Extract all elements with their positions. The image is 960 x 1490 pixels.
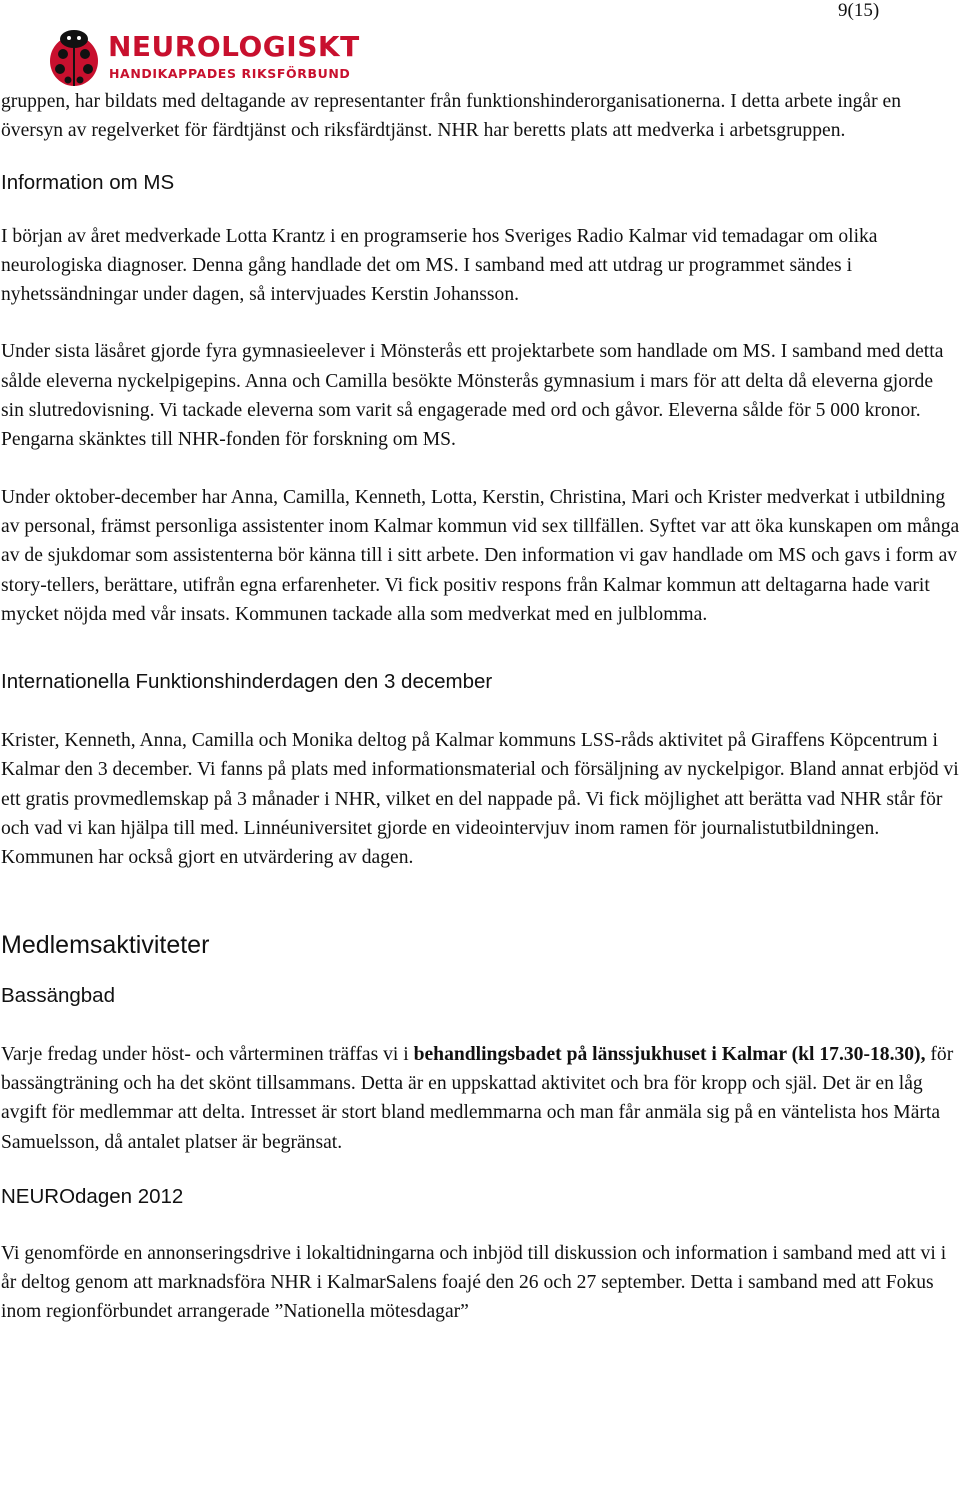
paragraph-international-day: Krister, Kenneth, Anna, Camilla och Monika deltog på Kalmar kommuns LSS-råds aktivitet på Giraffens Köpcentrum i Kalmar den 3 december. Vi fanns på plats med informationsmaterial och försäljning av nyckelpigor. Bland annat erbjöd vi ett gratis provmedlemskap på 3 månader i NHR, vilket en del nappade på. Vi fick möjlighet att berätta vad NHR står för och vad vi kan hjälpa till med. Linnéuniversitet gjorde en videointervjuv inom ramen för journalistutbildningen. Kommunen har också gjort en utvärdering av dagen. — [1, 730, 959, 869]
ladybug-icon — [46, 28, 102, 88]
paragraph-radio: I början av året medverkade Lotta Krantz i en programserie hos Sveriges Radio Kalmar vid temadagar om olika neurologiska diagnoser. Denna gång handlade det om MS. I samband med att utdrag ur programmet sändes i nyhetssändningar under dagen, så intervjuades Kerstin Johansson. — [1, 225, 878, 306]
paragraph-monsteras: Under sista läsåret gjorde fyra gymnasieelever i Mönsterås ett projektarbete som handlade om MS. I samband med detta sålde eleverna nyckelpigepins. Anna och Camilla besökte Mönsterås gymnasium i mars för att delta då eleverna gjorde sin slutredovisning. Vi tackade eleverna som varit så engagerade med ord och gåvor. Eleverna sålde för 5 000 kronor. Pengarna skänktes till NHR-fonden för forskning om MS. — [1, 341, 944, 451]
logo-subtitle: HANDIKAPPADES RIKSFÖRBUND — [109, 66, 351, 81]
bath-text-start: Varje fredag under höst- och vårterminen träffas vi i — [1, 1043, 414, 1065]
heading-member-activities: Medlemsaktiviteter — [1, 930, 210, 959]
heading-information-ms: Information om MS — [1, 170, 175, 194]
intro-paragraph: gruppen, har bildats med deltagande av representanter från funktionshinderorganisationerna. I detta arbete ingår en översyn av regelverket för färdtjänst och riksfärdtjänst. NHR har beretts plats att medverka i arbetsgruppen. — [1, 91, 902, 142]
paragraph-bassangbad — [0, 1040, 960, 1157]
paragraph-neurodagen: Vi genomförde en annonseringsdrive i lokaltidningarna och inbjöd till diskussion och information i samband med att vi i år deltog genom att marknadsföra NHR i KalmarSalens foajé den 26 och 27 september. Detta i samband med att Fokus inom regionförbundet arrangerade ”Nationella mötesdagar” — [1, 1242, 947, 1323]
organization-logo — [46, 28, 396, 88]
heading-neurodagen: NEUROdagen 2012 — [1, 1184, 184, 1208]
logo-name: NEUROLOGISKT — [108, 30, 360, 63]
page-number: 9(15) — [838, 0, 880, 21]
heading-international-day: Internationella Funktionshinderdagen den 3 december — [1, 670, 493, 694]
document-body — [0, 87, 960, 1327]
heading-bassangbad: Bassängbad — [1, 983, 115, 1007]
paragraph-training: Under oktober-december har Anna, Camilla, Kenneth, Lotta, Kerstin, Christina, Mari och Krister medverkat i utbildning av personal, främst personliga assistenter inom Kalmar kommun vid sex tillfällen. Syftet var att öka kunskapen om många av de sjukdomar som assistenterna bör känna till i sitt arbete. Den information vi gav handlade om MS och gavs i form av story-tellers, berättare, utifrån egna erfarenheter. Vi fick positiv respons från Kalmar kommun att deltagarna hade varit mycket nöjda med vår insats. Kommunen tackade alla som medverkat med en julblomma. — [1, 486, 960, 625]
bath-text-bold: behandlingsbadet på länssjukhuset i Kalmar (kl 17.30-18.30), — [413, 1043, 926, 1065]
bath-text-end: för bassängträning och ha det skönt tillsammans. Detta är en uppskattad aktivitet och bra för kropp och själ. Det är en låg avgift för medlemmar att delta. Intresset är stort bland medlemmarna och man får anmäla sig på en väntelista hos Märta Samuelsson, då antalet platser är begränsat. — [1, 1043, 954, 1153]
